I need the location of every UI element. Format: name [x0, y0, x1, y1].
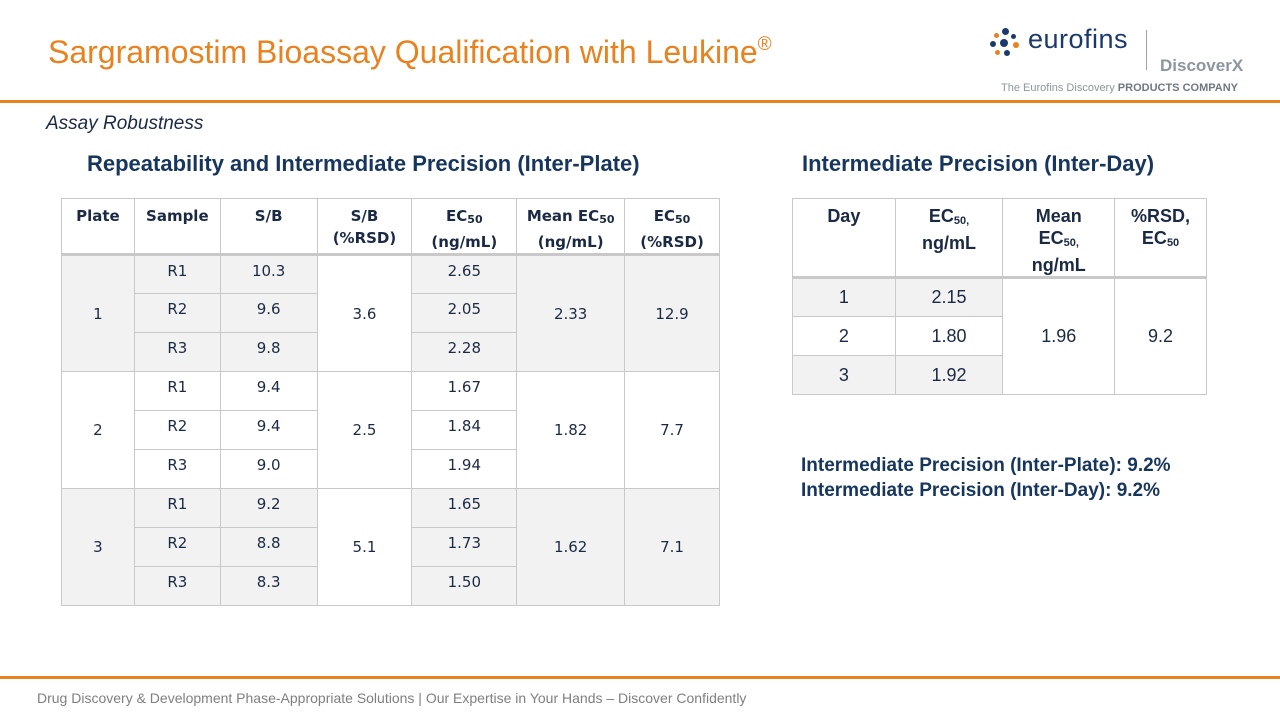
sb-rsd-cell: 3.6 — [317, 255, 412, 372]
sb-cell: 8.8 — [220, 528, 317, 567]
logo-wordmark: eurofins — [1028, 24, 1129, 54]
col-ec50: $EC_{50}$ (ng/mL) — [412, 199, 517, 255]
ec50-cell: 2.05 — [412, 294, 517, 333]
ec50-rsd-cell: 7.1 — [625, 489, 720, 606]
ec50-cell: 1.65 — [412, 489, 517, 528]
table-header-row — [793, 199, 1207, 278]
ec50-cell: 1.67 — [412, 372, 517, 411]
day-cell: 2 — [793, 317, 896, 356]
sb-cell: 10.3 — [220, 255, 317, 294]
col-ec50-rsd: $EC_{50}$ (%RSD) — [625, 199, 720, 255]
ec50-cell: 1.73 — [412, 528, 517, 567]
logo-tagline — [1001, 82, 1238, 94]
logo-divider — [1146, 30, 1147, 70]
logo-tagline-prefix: The Eurofins Discovery — [1001, 82, 1115, 94]
sample-cell: R2 — [134, 528, 220, 567]
plate-cell: 2 — [62, 372, 135, 489]
inter-day-table — [792, 198, 1207, 395]
plate-cell: 1 — [62, 255, 135, 372]
col-rsd-ec50: %RSD, $EC_{50}$ — [1115, 199, 1207, 278]
sb-rsd-cell: 2.5 — [317, 372, 412, 489]
sample-cell: R1 — [134, 372, 220, 411]
col-day: Day — [793, 199, 896, 278]
table-row — [62, 372, 720, 411]
mean-ec50-cell: 1.96 — [1003, 278, 1115, 395]
sb-cell: 9.8 — [220, 333, 317, 372]
table-row — [793, 278, 1207, 317]
col-sb-rsd: S/B (%RSD) — [317, 199, 412, 255]
table-row — [62, 255, 720, 294]
inter-plate-table — [61, 198, 720, 606]
header-rule — [0, 100, 1280, 103]
section-subtitle: Assay Robustness — [46, 113, 204, 134]
sample-cell: R3 — [134, 450, 220, 489]
sb-cell: 9.2 — [220, 489, 317, 528]
logo-division: DiscoverX — [1160, 56, 1244, 75]
ec50-cell: 1.94 — [412, 450, 517, 489]
footer-rule — [0, 676, 1280, 679]
page-title-text: Sargramostim Bioassay Qualification with Leukine — [48, 34, 758, 70]
mean-ec50-cell: 1.82 — [517, 372, 625, 489]
sb-cell: 9.4 — [220, 411, 317, 450]
eurofins-discoverx-logo — [990, 24, 1244, 98]
registered-mark: ® — [757, 34, 772, 55]
sb-cell: 8.3 — [220, 567, 317, 606]
sb-cell: 9.0 — [220, 450, 317, 489]
ec50-cell: 2.15 — [895, 278, 1003, 317]
mean-ec50-cell: 2.33 — [517, 255, 625, 372]
sample-cell: R2 — [134, 411, 220, 450]
summary-inter-day: Intermediate Precision (Inter-Day): 9.2% — [801, 480, 1160, 501]
sb-cell: 9.6 — [220, 294, 317, 333]
col-mean-ec50: Mean $EC_{50}$ (ng/mL) — [517, 199, 625, 255]
sample-cell: R1 — [134, 255, 220, 294]
mean-ec50-cell: 1.62 — [517, 489, 625, 606]
col-mean-ec50: Mean $EC_{50,}$ ng/mL — [1003, 199, 1115, 278]
ec50-cell: 2.65 — [412, 255, 517, 294]
table-header-row — [62, 199, 720, 255]
sample-cell: R3 — [134, 333, 220, 372]
col-sample: Sample — [134, 199, 220, 255]
col-ec50: $EC_{50,}$ ng/mL — [895, 199, 1003, 278]
summary-inter-plate: Intermediate Precision (Inter-Plate): 9.2% — [801, 455, 1171, 476]
ec50-cell: 1.92 — [895, 356, 1003, 395]
ec50-cell: 1.50 — [412, 567, 517, 606]
page-title — [48, 34, 772, 71]
rsd-ec50-cell: 9.2 — [1115, 278, 1207, 395]
ec50-cell: 1.80 — [895, 317, 1003, 356]
logo-tagline-strong: PRODUCTS COMPANY — [1117, 82, 1238, 94]
col-plate: Plate — [62, 199, 135, 255]
eurofins-dots-icon — [990, 28, 1022, 58]
sample-cell: R1 — [134, 489, 220, 528]
inter-plate-heading: Repeatability and Intermediate Precision (Inter-Plate) — [87, 151, 640, 176]
sample-cell: R2 — [134, 294, 220, 333]
plate-cell: 3 — [62, 489, 135, 606]
inter-day-heading: Intermediate Precision (Inter-Day) — [802, 151, 1155, 176]
ec50-rsd-cell: 7.7 — [625, 372, 720, 489]
footer-text: Drug Discovery & Development Phase-Appropriate Solutions | Our Expertise in Your Hands – Discover Confidently — [37, 690, 747, 706]
day-cell: 3 — [793, 356, 896, 395]
ec50-rsd-cell: 12.9 — [625, 255, 720, 372]
day-cell: 1 — [793, 278, 896, 317]
sample-cell: R3 — [134, 567, 220, 606]
sb-cell: 9.4 — [220, 372, 317, 411]
ec50-cell: 1.84 — [412, 411, 517, 450]
sb-rsd-cell: 5.1 — [317, 489, 412, 606]
ec50-cell: 2.28 — [412, 333, 517, 372]
table-row — [62, 489, 720, 528]
precision-summary — [801, 453, 1171, 503]
col-sb: S/B — [220, 199, 317, 255]
